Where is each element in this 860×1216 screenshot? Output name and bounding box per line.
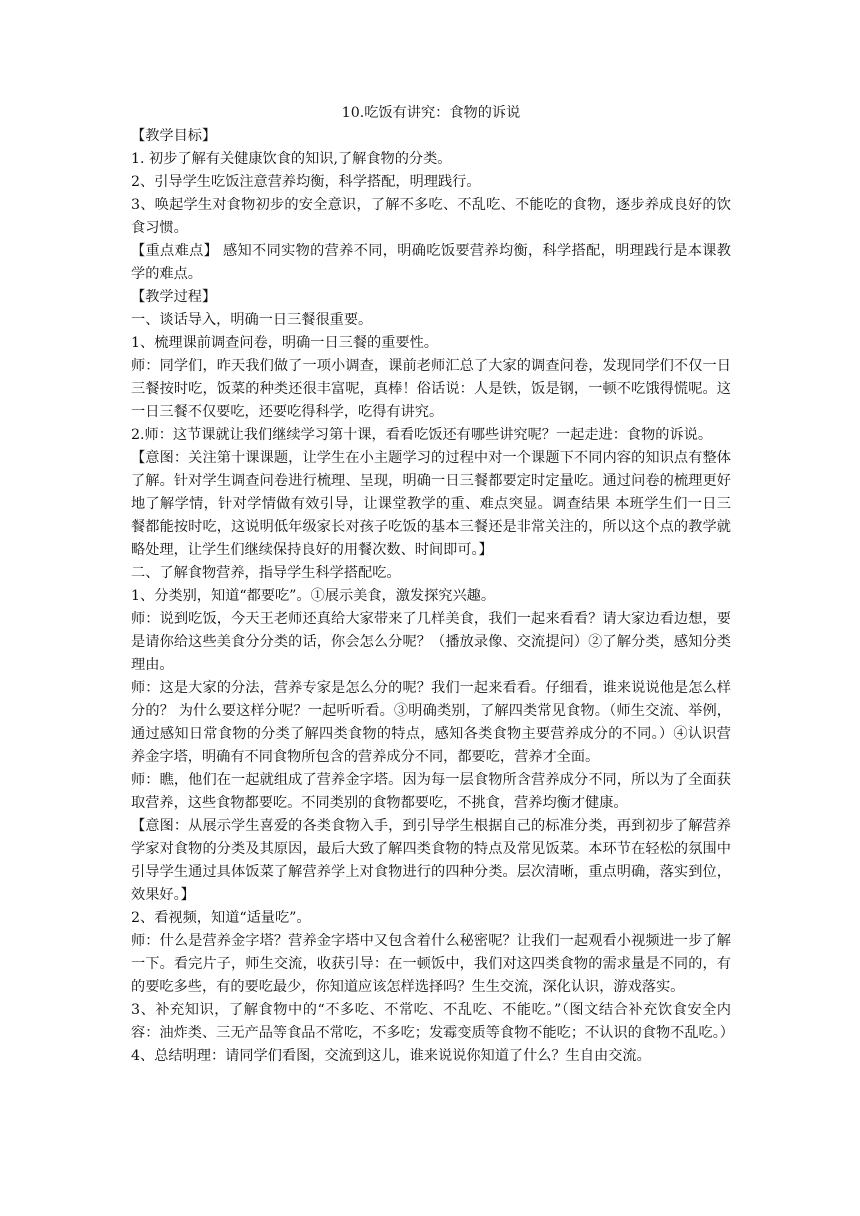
section-heading: 【教学目标】 (131, 128, 217, 144)
paragraph: 师：这是大家的分法，营养专家是怎么分的呢？我们一起来看看。仔细看，谁来说说他是怎么样分的？ 为什么要这样分呢？一起听听看。③明确类别，了解四类常见食物。（师生交流、举例，通过感知日常食物的分类了解四类食物的特点，感知各类食物主要营养成分的不同。）④认识营养金字塔，明确有不同食物所包含的营养成分不同，都要吃，营养才全面。 (131, 680, 731, 765)
paragraph: 【意图：从展示学生喜爱的各类食物入手，到引导学生根据自己的标准分类，再到初步了解营养学家对食物的分类及其原因，最后大致了解四类食物的特点及常见饭菜。本环节在轻松的氛围中引导学生通过具体饭菜了解营养学上对食物进行的四种分类。层次清晰，重点明确，落实到位，效果好。】 (131, 818, 731, 903)
paragraph: 一、谈话导入，明确一日三餐很重要。 (131, 312, 373, 328)
section-heading: 【教学过程】 (131, 289, 217, 305)
paragraph: 师：什么是营养金字塔？营养金字塔中又包含着什么秘密呢？让我们一起观看小视频进一步了解一下。看完片子，师生交流，收获引导：在一顿饭中，我们对这四类食物的需求量是不同的，有的要吃多些，有的要吃最少，你知道应该怎样选择吗？生生交流，深化认识，游戏落实。 (131, 933, 731, 995)
paragraph: 3、唤起学生对食物初步的安全意识，了解不多吃、不乱吃、不能吃的食物，逐步养成良好的饮食习惯。 (131, 197, 731, 236)
paragraph: 1、分类别，知道“都要吃”。①展示美食，激发探究兴趣。 (131, 588, 496, 604)
paragraph: 师：说到吃饭，今天王老师还真给大家带来了几样美食，我们一起来看看？请大家边看边想，要是请你给这些美食分分类的话，你会怎么分呢？（播放录像、交流提问）②了解分类，感知分类理由。 (131, 611, 731, 673)
paragraph: 2.师：这节课就让我们继续学习第十课，看看吃饭还有哪些讲究呢？一起走进：食物的诉说。 (131, 427, 713, 443)
paragraph: 2、引导学生吃饭注意营养均衡，科学搭配，明理践行。 (131, 174, 481, 190)
paragraph: 4、总结明理：请同学们看图，交流到这儿，谁来说说你知道了什么？生自由交流。 (131, 1048, 651, 1064)
page-title: 10.吃饭有讲究：食物的诉说 (341, 105, 521, 121)
paragraph: 二、了解食物营养，指导学生科学搭配吃。 (131, 565, 401, 581)
paragraph: 1. 初步了解有关健康饮食的知识,了解食物的分类。 (131, 151, 452, 167)
paragraph: 2、看视频，知道“适量吃”。 (131, 910, 311, 926)
document-body (131, 102, 734, 1068)
paragraph: 1、梳理课前调查问卷，明确一日三餐的重要性。 (131, 335, 438, 351)
paragraph: 师：瞧，他们在一起就组成了营养金字塔。因为每一层食物所含营养成分不同，所以为了全面获取营养，这些食物都要吃。不同类别的食物都要吃，不挑食，营养均衡才健康。 (131, 772, 731, 811)
paragraph: 3、补充知识，了解食物中的“不多吃、不常吃、不乱吃、不能吃。”（图文结合补充饮食安全内容：油炸类、三无产品等食品不常吃，不多吃；发霉变质等食物不能吃；不认识的食物不乱吃。） (131, 1002, 734, 1041)
paragraph: 师：同学们，昨天我们做了一项小调查，课前老师汇总了大家的调查问卷，发现同学们不仅一日三餐按时吃，饭菜的种类还很丰富呢，真棒！俗话说：人是铁，饭是钢，一顿不吃饿得慌呢。这一日三餐不仅要吃，还要吃得科学，吃得有讲究。 (131, 358, 731, 420)
paragraph: 【意图：关注第十课课题，让学生在小主题学习的过程中对一个课题下不同内容的知识点有整体了解。针对学生调查问卷进行梳理、呈现，明确一日三餐都要定时定量吃。通过问卷的梳理更好地了解学情，针对学情做有效引导，让课堂教学的重、难点突显。调查结果 本班学生们一日三餐都能按时吃，这说明低年级家长对孩子吃饭的基本三餐还是非常关注的，所以这个点的教学就略处理，让学生们继续保持良好的用餐次数、时间即可。】 (131, 450, 731, 558)
paragraph: 【重点难点】 感知不同实物的营养不同，明确吃饭要营养均衡，科学搭配，明理践行是本课教学的难点。 (131, 243, 731, 282)
